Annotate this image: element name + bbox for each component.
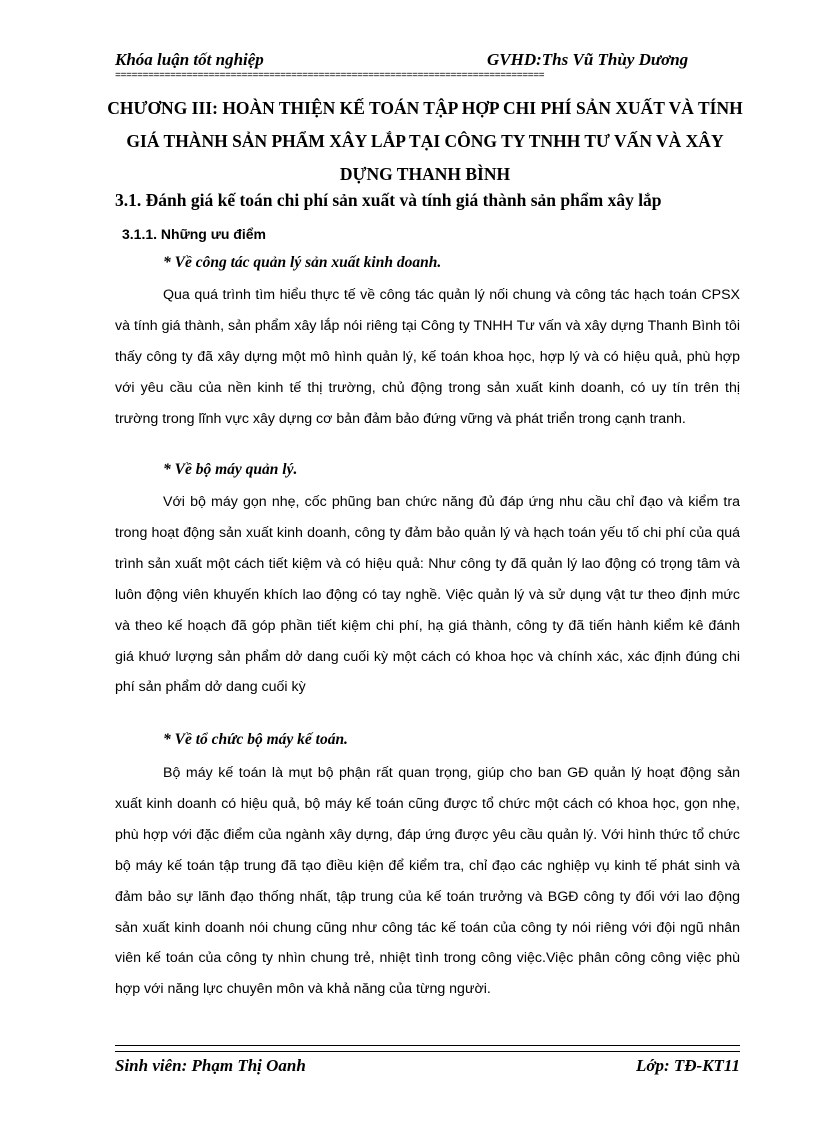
chapter-title: CHƯƠNG III: HOÀN THIỆN KẾ TOÁN TẬP HỢP CHI PHÍ SẢN XUẤT VÀ TÍNH GIÁ THÀNH SẢN PHẨM XÂY LẮP TẠI CÔNG TY TNHH TƯ VẤN VÀ XÂY DỰNG THANH BÌNH — [107, 98, 743, 184]
subheading-management-apparatus: * Về bộ máy quản lý. — [163, 461, 298, 478]
footer-class: Lớp: TĐ-KT11 — [635, 1056, 740, 1075]
header-rule: ============================================================================== — [115, 72, 545, 82]
header-thesis-label: Khóa luận tốt nghiệp — [115, 50, 264, 69]
subheading-accounting-organization: * Về tổ chức bộ máy kế toán. — [163, 731, 348, 748]
paragraph-accounting-organization: Bộ máy kế toán là mụt bộ phận rất quan trọng, giúp cho ban GĐ quản lý hoạt động sản xuất kinh doanh có hiệu quả, bộ máy kế toán cũng được tổ chức một cách có khoa học, gọn nhẹ, phù hợp với đặc điểm của ngành xây dựng, đáp ứng được yêu cầu quản lý. Với hình thức tổ chức bộ máy kế toán tập trung đã tạo điều kiện để kiểm tra, chỉ đạo các nghiệp vụ kinh tế phát sinh và đảm bảo sự lãnh đạo thống nhất, tập trung của kế toán trưởng và BGĐ công ty đối với lao động sản xuất kinh doanh nói chung cũng như công tác kế toán của công ty nói riêng với đội ngũ nhân viên kế toán của công ty nhìn chung trẻ, nhiệt tình trong công việc.Việc phân công công việc phù hợp với năng lực chuyên môn và khả năng của từng người. — [115, 765, 740, 998]
paragraph-business-management: Qua quá trình tìm hiểu thực tế về công tác quản lý nối chung và công tác hạch toán CPSX và tính giá thành, sản phẩm xây lắp nói riêng tại Công ty TNHH Tư vấn và xây dựng Thanh Bình tôi thấy công ty đã xây dựng một mô hình quản lý, kế toán khoa học, hợp lý và có hiệu quả, phù hợp với yêu cầu của nền kinh tế thị trường, chủ động trong sản xuất kinh doanh, có uy tín trên thị trường trong lĩnh vực xây dựng cơ bản đảm bảo đứng vững và phát triển trong cạnh tranh. — [115, 287, 740, 427]
subheading-business-management: * Về công tác quản lý sản xuất kinh doanh. — [163, 254, 442, 271]
subsection-heading: 3.1.1. Những ưu điểm — [122, 226, 266, 242]
page-footer — [115, 1056, 740, 1078]
footer-rule — [115, 1045, 740, 1052]
header-supervisor: GVHD:Ths Vũ Thùy Dương — [487, 50, 689, 69]
page-header — [115, 50, 740, 72]
paragraph-management-apparatus: Với bộ máy gọn nhẹ, cốc phũng ban chức năng đủ đáp ứng nhu cầu chỉ đạo và kiểm tra trong hoạt động sản xuất kinh doanh, công ty đảm bảo quản lý và hạch toán yếu tố chi phí của quá trình sản xuất một cách tiết kiệm và có hiệu quả: Như công ty đã quản lý lao động có trọng tâm và luôn động viên khuyến khích lao động có tay nghề. Việc quản lý và sử dụng vật tư theo định mức và theo kế hoạch đã góp phần tiết kiệm chi phí, hạ giá thành, công ty đã tiến hành kiểm kê đánh giá khuớ lượng sản phẩm dở dang cuối kỳ một cách có khoa học và chính xác, xác định đúng chi phí sản phẩm dở dang cuối kỳ — [115, 494, 740, 696]
footer-student: Sinh viên: Phạm Thị Oanh — [115, 1056, 306, 1075]
section-heading: 3.1. Đánh giá kế toán chi phí sản xuất và tính giá thành sản phẩm xây lắp — [115, 190, 662, 210]
